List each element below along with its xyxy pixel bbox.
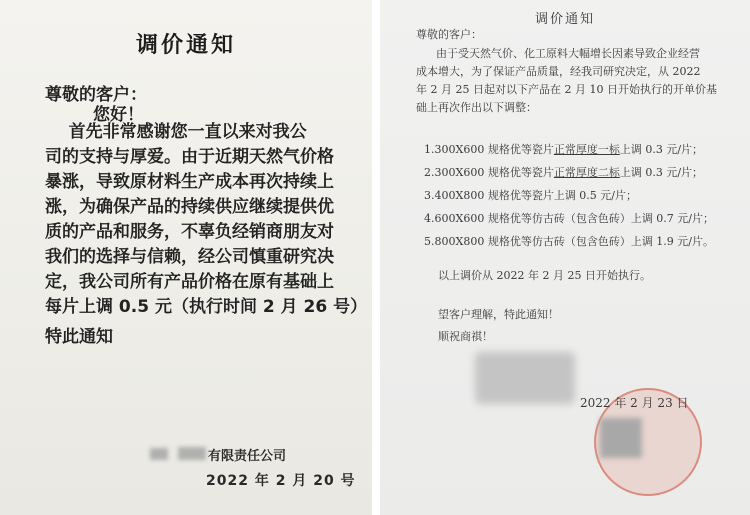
hello-line: 您好！ — [93, 105, 144, 125]
price-item — [424, 166, 703, 180]
body-line: 首先非常感谢您一直以来对我公 — [45, 122, 307, 142]
notice-title: 调价通知 — [135, 33, 236, 58]
redaction-block — [150, 448, 168, 460]
body-line: 暴涨，导致原材料生产成本再次持续上 — [45, 172, 334, 192]
price-item-text: 2.300X600 规格优等瓷片 — [424, 166, 554, 179]
redaction-block — [178, 447, 206, 460]
price-item-text: 1.300X600 规格优等瓷片 — [424, 143, 554, 156]
price-item-text: 上调 0.3 元/片； — [619, 166, 704, 179]
notice-right — [380, 0, 750, 515]
body-line: 成本增大，为了保证产品质量，经我司研究决定，从 2022 — [416, 65, 701, 78]
body-line: 涨，为确保产品的持续供应继续提供优 — [45, 197, 334, 217]
redaction-block — [475, 352, 575, 404]
company-name: 有限责任公司 — [208, 449, 287, 464]
redaction-block — [600, 418, 642, 458]
body-line: 定，我公司所有产品价格在原有基础上 — [45, 272, 334, 292]
body-line: 础上再次作出以下调整： — [416, 101, 537, 114]
price-item — [424, 143, 703, 157]
notice-title: 调价通知 — [534, 12, 595, 27]
body-line: 我们的选择与信赖，经公司慎重研究决 — [45, 247, 334, 267]
price-item: 3.400X800 规格优等瓷片上调 0.5 元/片； — [424, 189, 638, 202]
closing-text: 特此通知 — [45, 327, 113, 347]
body-line: 年 2 月 25 日起对以下产品在 2 月 10 日开始执行的开单价基 — [416, 83, 717, 96]
notice-left — [0, 0, 372, 515]
closing-text: 望客户理解，特此通知！ — [438, 308, 559, 321]
closing-text: 顺祝商祺！ — [438, 330, 493, 343]
thickness-grade: 正常厚度一标 — [553, 143, 620, 156]
body-line: 质的产品和服务，不辜负经销商朋友对 — [45, 222, 334, 242]
thickness-grade: 正常厚度二标 — [553, 166, 620, 179]
price-item: 4.600X600 规格优等仿古砖（包含色砖）上调 0.7 元/片； — [424, 212, 715, 225]
body-line: 司的支持与厚爱。由于近期天然气价格 — [45, 147, 334, 167]
greeting: 尊敬的客户： — [416, 28, 482, 41]
panel-divider — [372, 0, 380, 515]
issue-date: 2022 年 2 月 23 日 — [580, 396, 689, 410]
greeting: 尊敬的客户： — [45, 85, 147, 105]
body-line: 由于受天然气价、化工原料大幅增长因素导致企业经营 — [436, 47, 700, 60]
issue-date: 2022 年 2 月 20 号 — [206, 473, 356, 489]
price-item-text: 上调 0.3 元/片； — [619, 143, 704, 156]
price-item: 5.800X800 规格优等仿古砖（包含色砖）上调 1.9 元/片。 — [424, 235, 715, 248]
body-line: 每片上调 0.5 元（执行时间 2 月 26 号） — [45, 297, 368, 317]
effective-date-note: 以上调价从 2022 年 2 月 25 日开始执行。 — [438, 269, 651, 282]
